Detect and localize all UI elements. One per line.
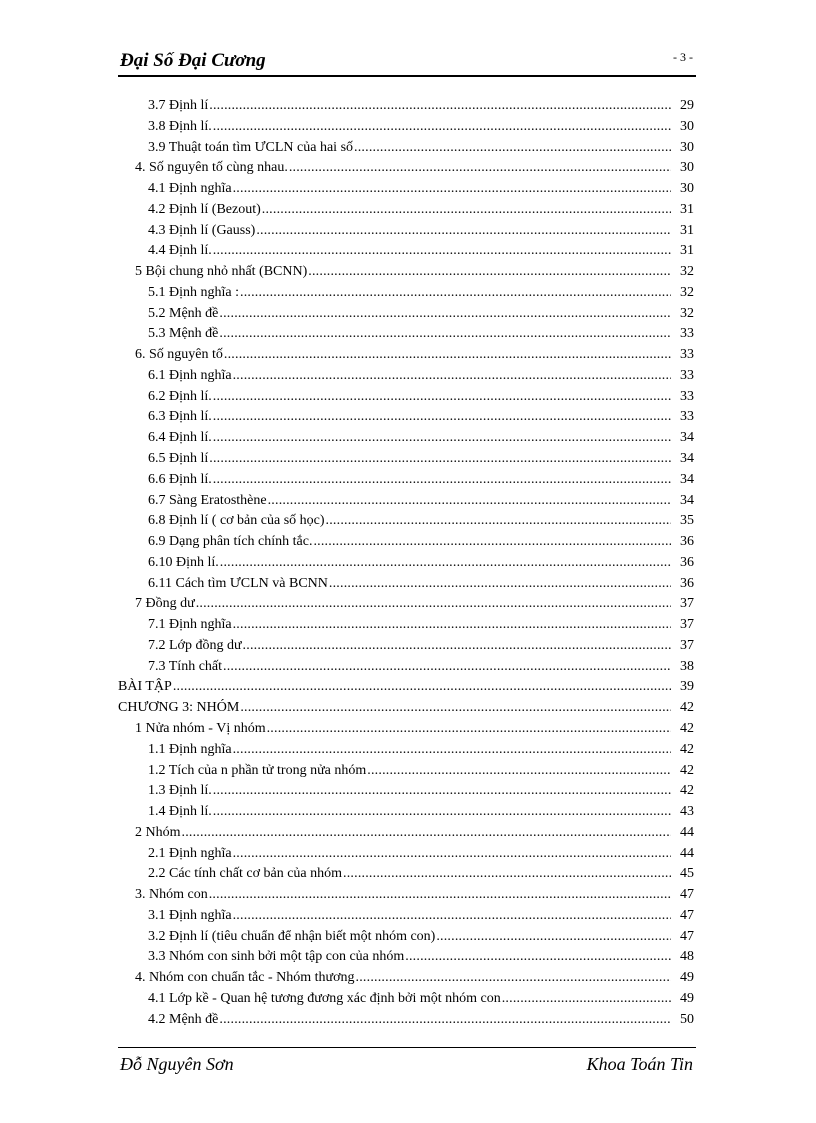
toc-entry-page: 49 bbox=[680, 970, 694, 986]
toc-entry[interactable] bbox=[118, 657, 694, 678]
toc-dot-leader bbox=[326, 511, 671, 532]
toc-entry-page: 32 bbox=[680, 264, 694, 280]
toc-dot-leader bbox=[262, 200, 671, 221]
toc-entry-page: 44 bbox=[680, 824, 694, 840]
toc-entry[interactable] bbox=[118, 719, 694, 740]
toc-dot-leader bbox=[256, 221, 671, 242]
toc-entry-label: 6.6 Định lí. bbox=[148, 471, 212, 487]
toc-dot-leader bbox=[213, 470, 671, 491]
toc-entry-page: 39 bbox=[680, 679, 694, 695]
toc-entry[interactable] bbox=[118, 262, 694, 283]
toc-entry-page: 44 bbox=[680, 845, 694, 861]
toc-entry-label: 6.9 Dạng phân tích chính tắc. bbox=[148, 534, 313, 550]
toc-entry-label: 2 Nhóm bbox=[135, 824, 181, 840]
header-divider bbox=[118, 75, 696, 77]
toc-entry-page: 33 bbox=[680, 388, 694, 404]
toc-entry[interactable] bbox=[118, 802, 694, 823]
toc-dot-leader bbox=[224, 345, 671, 366]
toc-entry-label: 3.3 Nhóm con sinh bởi một tập con của nhóm bbox=[148, 949, 405, 965]
toc-entry-label: 3.7 Định lí bbox=[148, 98, 209, 113]
toc-entry-page: 34 bbox=[680, 471, 694, 487]
toc-entry-label: 3.1 Định nghĩa bbox=[148, 907, 232, 923]
toc-dot-leader bbox=[268, 491, 671, 512]
toc-entry[interactable] bbox=[118, 636, 694, 657]
toc-entry-page: 47 bbox=[680, 928, 694, 944]
toc-entry-label: 2.2 Các tính chất cơ bản của nhóm bbox=[148, 866, 343, 882]
toc-entry[interactable] bbox=[118, 864, 694, 885]
toc-entry-label: BÀI TẬP bbox=[118, 679, 172, 695]
toc-entry-label: 1 Nửa nhóm - Vị nhóm bbox=[135, 720, 266, 736]
toc-dot-leader bbox=[213, 428, 671, 449]
toc-entry[interactable] bbox=[118, 470, 694, 491]
toc-entry[interactable] bbox=[118, 968, 694, 989]
toc-entry[interactable] bbox=[118, 179, 694, 200]
toc-dot-leader bbox=[213, 407, 671, 428]
toc-entry-page: 34 bbox=[680, 492, 694, 508]
toc-entry-label: 4.3 Định lí (Gauss) bbox=[148, 222, 256, 238]
toc-entry[interactable] bbox=[118, 283, 694, 304]
toc-entry[interactable] bbox=[118, 781, 694, 802]
toc-dot-leader bbox=[233, 366, 671, 387]
toc-entry-label: 6.5 Định lí bbox=[148, 451, 209, 467]
toc-entry[interactable] bbox=[118, 449, 694, 470]
toc-dot-leader bbox=[233, 906, 671, 927]
toc-entry[interactable] bbox=[118, 553, 694, 574]
toc-entry-page: 33 bbox=[680, 409, 694, 425]
toc-entry[interactable] bbox=[118, 574, 694, 595]
toc-entry-label: 5.3 Mệnh đề bbox=[148, 326, 219, 342]
toc-dot-leader bbox=[289, 158, 671, 179]
toc-entry[interactable] bbox=[118, 366, 694, 387]
toc-entry-label: 3.8 Định lí. bbox=[148, 118, 212, 134]
toc-entry[interactable] bbox=[118, 138, 694, 159]
toc-entry[interactable] bbox=[118, 740, 694, 761]
toc-dot-leader bbox=[219, 1010, 671, 1031]
toc-entry-label: 1.2 Tích của n phần tử trong nửa nhóm bbox=[148, 762, 367, 778]
toc-entry-label: 6. Số nguyên tố bbox=[135, 347, 223, 363]
toc-dot-leader bbox=[233, 615, 671, 636]
toc-entry-label: 1.4 Định lí. bbox=[148, 804, 212, 820]
toc-entry[interactable] bbox=[118, 989, 694, 1010]
toc-entry-page: 32 bbox=[680, 305, 694, 321]
toc-entry-label: CHƯƠNG 3: NHÓM bbox=[118, 700, 240, 716]
toc-entry-label: 7.3 Tính chất bbox=[148, 658, 223, 674]
toc-entry[interactable] bbox=[118, 594, 694, 615]
toc-dot-leader bbox=[196, 594, 671, 615]
toc-entry-label: 5 Bội chung nhỏ nhất (BCNN) bbox=[135, 264, 308, 280]
toc-entry[interactable] bbox=[118, 532, 694, 553]
toc-entry-label: 1.3 Định lí. bbox=[148, 783, 212, 799]
toc-entry[interactable] bbox=[118, 844, 694, 865]
toc-entry-label: 3.2 Định lí (tiêu chuẩn để nhận biết một nhóm con) bbox=[148, 928, 436, 944]
toc-entry-label: 4. Số nguyên tố cùng nhau. bbox=[135, 160, 288, 176]
toc-entry-page: 30 bbox=[680, 181, 694, 197]
toc-dot-leader bbox=[209, 885, 671, 906]
toc-entry-page: 36 bbox=[680, 534, 694, 550]
toc-entry-label: 4.1 Định nghĩa bbox=[148, 181, 232, 197]
toc-entry[interactable] bbox=[118, 241, 694, 262]
toc-entry-label: 5.2 Mệnh đề bbox=[148, 305, 219, 321]
toc-dot-leader bbox=[182, 823, 672, 844]
toc-dot-leader bbox=[213, 387, 671, 408]
toc-entry-label: 6.3 Định lí. bbox=[148, 409, 212, 425]
toc-entry-label: 6.1 Định nghĩa bbox=[148, 367, 232, 383]
toc-entry[interactable] bbox=[118, 491, 694, 512]
toc-entry-label: 6.8 Định lí ( cơ bản của số học) bbox=[148, 513, 325, 529]
toc-entry-page: 37 bbox=[680, 617, 694, 633]
toc-entry[interactable] bbox=[118, 947, 694, 968]
toc-entry-page: 30 bbox=[680, 118, 694, 134]
toc-entry-page: 42 bbox=[680, 720, 694, 736]
toc-entry[interactable] bbox=[118, 324, 694, 345]
toc-entry-page: 42 bbox=[680, 741, 694, 757]
toc-entry[interactable] bbox=[118, 304, 694, 325]
toc-entry-label: 6.4 Định lí. bbox=[148, 430, 212, 446]
toc-entry-page: 37 bbox=[680, 596, 694, 612]
toc-entry-label: 7.2 Lớp đồng dư bbox=[148, 637, 242, 653]
toc-entry-page: 50 bbox=[680, 1011, 694, 1027]
toc-entry[interactable] bbox=[118, 428, 694, 449]
toc-entry[interactable] bbox=[118, 823, 694, 844]
toc-entry-page: 36 bbox=[680, 575, 694, 591]
toc-entry[interactable] bbox=[118, 221, 694, 242]
toc-dot-leader bbox=[233, 740, 671, 761]
footer-author: Đỗ Nguyên Sơn bbox=[120, 1054, 234, 1074]
toc-dot-leader bbox=[243, 636, 671, 657]
toc-dot-leader bbox=[405, 947, 671, 968]
header-title: Đại Số Đại Cương bbox=[120, 50, 266, 71]
toc-entry-label: 5.1 Định nghĩa : bbox=[148, 284, 239, 300]
toc-entry-page: 43 bbox=[680, 804, 694, 820]
toc-entry-page: 42 bbox=[680, 700, 694, 716]
toc-entry[interactable] bbox=[118, 158, 694, 179]
toc-entry-page: 29 bbox=[680, 98, 694, 113]
toc-entry-page: 49 bbox=[680, 990, 694, 1006]
toc-dot-leader bbox=[233, 844, 671, 865]
toc-entry-page: 30 bbox=[680, 160, 694, 176]
toc-dot-leader bbox=[219, 324, 671, 345]
toc-entry-page: 33 bbox=[680, 326, 694, 342]
toc-entry-page: 34 bbox=[680, 430, 694, 446]
toc-entry-label: 6.7 Sàng Eratosthène bbox=[148, 492, 267, 508]
toc-entry-page: 42 bbox=[680, 762, 694, 778]
toc-dot-leader bbox=[173, 677, 671, 698]
toc-entry[interactable] bbox=[118, 927, 694, 948]
toc-dot-leader bbox=[354, 138, 671, 159]
toc-dot-leader bbox=[219, 304, 671, 325]
toc-entry[interactable] bbox=[118, 407, 694, 428]
toc-dot-leader bbox=[267, 719, 671, 740]
page-number: - 3 - bbox=[673, 50, 693, 64]
toc-dot-leader bbox=[240, 698, 671, 719]
toc-dot-leader bbox=[209, 96, 671, 117]
toc-entry[interactable] bbox=[118, 698, 694, 719]
toc-entry-page: 48 bbox=[680, 949, 694, 965]
toc-entry-label: 4.2 Mệnh đề bbox=[148, 1011, 219, 1027]
toc-entry-label: 3. Nhóm con bbox=[135, 887, 208, 903]
toc-entry-page: 33 bbox=[680, 367, 694, 383]
toc-entry-page: 31 bbox=[680, 222, 694, 238]
toc-entry-page: 42 bbox=[680, 783, 694, 799]
toc-entry-label: 6.10 Định lí. bbox=[148, 554, 219, 570]
table-of-contents bbox=[118, 96, 694, 1030]
toc-entry-page: 45 bbox=[680, 866, 694, 882]
toc-entry-page: 35 bbox=[680, 513, 694, 529]
toc-dot-leader bbox=[343, 864, 671, 885]
toc-dot-leader bbox=[313, 532, 671, 553]
toc-entry[interactable] bbox=[118, 615, 694, 636]
toc-dot-leader bbox=[213, 802, 671, 823]
toc-entry-label: 4.2 Định lí (Bezout) bbox=[148, 201, 261, 217]
toc-entry-page: 33 bbox=[680, 347, 694, 363]
toc-entry-page: 31 bbox=[680, 243, 694, 259]
toc-dot-leader bbox=[213, 781, 671, 802]
toc-entry[interactable] bbox=[118, 387, 694, 408]
toc-entry[interactable] bbox=[118, 906, 694, 927]
toc-entry[interactable] bbox=[118, 677, 694, 698]
toc-dot-leader bbox=[356, 968, 671, 989]
toc-entry[interactable] bbox=[118, 885, 694, 906]
toc-dot-leader bbox=[240, 283, 671, 304]
toc-entry-page: 37 bbox=[680, 637, 694, 653]
toc-entry-label: 1.1 Định nghĩa bbox=[148, 741, 232, 757]
toc-entry-page: 30 bbox=[680, 139, 694, 155]
toc-dot-leader bbox=[436, 927, 671, 948]
toc-entry-label: 7.1 Định nghĩa bbox=[148, 617, 232, 633]
toc-entry[interactable] bbox=[118, 96, 694, 117]
toc-entry-label: 6.2 Định lí. bbox=[148, 388, 212, 404]
toc-entry-label: 6.11 Cách tìm ƯCLN và BCNN bbox=[148, 575, 328, 591]
toc-dot-leader bbox=[220, 553, 671, 574]
toc-entry[interactable] bbox=[118, 1010, 694, 1031]
toc-entry-page: 36 bbox=[680, 554, 694, 570]
toc-entry-page: 47 bbox=[680, 907, 694, 923]
toc-entry-label: 7 Đồng dư bbox=[135, 596, 195, 612]
toc-entry-page: 31 bbox=[680, 201, 694, 217]
toc-dot-leader bbox=[213, 241, 671, 262]
toc-entry-label: 2.1 Định nghĩa bbox=[148, 845, 232, 861]
toc-entry-label: 4.4 Định lí. bbox=[148, 243, 212, 259]
toc-entry-label: 4. Nhóm con chuẩn tắc - Nhóm thương bbox=[135, 970, 355, 986]
toc-entry[interactable] bbox=[118, 761, 694, 782]
toc-dot-leader bbox=[367, 761, 671, 782]
toc-entry-label: 3.9 Thuật toán tìm ƯCLN của hai số bbox=[148, 139, 354, 155]
toc-entry[interactable] bbox=[118, 117, 694, 138]
toc-entry-page: 34 bbox=[680, 451, 694, 467]
toc-dot-leader bbox=[223, 657, 671, 678]
footer-divider bbox=[118, 1047, 696, 1048]
toc-entry[interactable] bbox=[118, 200, 694, 221]
toc-dot-leader bbox=[233, 179, 671, 200]
toc-dot-leader bbox=[502, 989, 671, 1010]
toc-entry[interactable] bbox=[118, 345, 694, 366]
toc-dot-leader bbox=[213, 117, 671, 138]
toc-entry-label: 4.1 Lớp kề - Quan hệ tương đương xác định bởi một nhóm con bbox=[148, 990, 501, 1006]
toc-entry-page: 32 bbox=[680, 284, 694, 300]
toc-dot-leader bbox=[308, 262, 671, 283]
toc-entry-page: 47 bbox=[680, 887, 694, 903]
toc-dot-leader bbox=[329, 574, 671, 595]
toc-entry-page: 38 bbox=[680, 658, 694, 674]
toc-entry[interactable] bbox=[118, 511, 694, 532]
toc-dot-leader bbox=[209, 449, 671, 470]
footer-department: Khoa Toán Tin bbox=[586, 1054, 693, 1074]
